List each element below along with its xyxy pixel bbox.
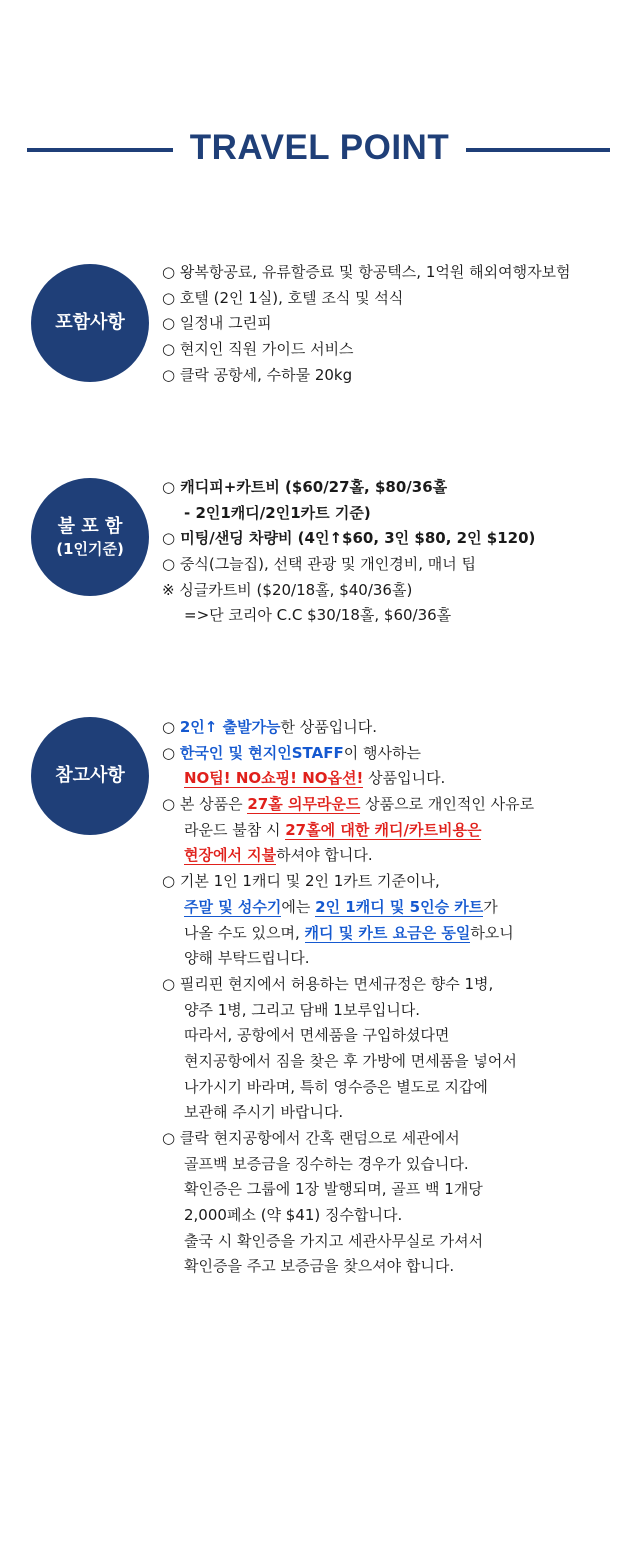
excluded-list (162, 475, 632, 629)
note-5: ○ 필리핀 현지에서 허용하는 면세규정은 향수 1병, (162, 974, 494, 993)
red-highlight: NO팁! NO쇼핑! NO옵션! (184, 769, 364, 788)
list-item: ○ 호텔 (2인 1실), 호텔 조식 및 석식 (162, 288, 404, 307)
note-text: 에는 (281, 897, 316, 916)
note-text: 나올 수도 있으며, (184, 923, 305, 942)
highlight-text: 한국인 및 현지인STAFF (179, 743, 344, 762)
list-item: ○ 캐디피+카트비 ($60/27홀, $80/36홀 (162, 478, 448, 496)
included-label: 포함사항 (55, 312, 125, 333)
note-5-cont: 양주 1병, 그리고 담배 1보루입니다. (184, 1000, 421, 1019)
note-6-cont: 출국 시 확인증을 가지고 세관사무실로 가셔서 (184, 1231, 484, 1250)
list-item: ※ 싱글카트비 ($20/18홀, $40/36홀) (162, 580, 413, 599)
notes-list (162, 715, 632, 1280)
blue-highlight: 캐디 및 카트 요금은 동일 (304, 923, 471, 942)
note-1 (162, 715, 632, 741)
note-6-cont: 확인증은 그룹에 1장 발행되며, 골프 백 1개당 (184, 1180, 483, 1199)
list-item: ○ 현지인 직원 가이드 서비스 (162, 340, 354, 359)
header-rule-right (466, 148, 610, 152)
note-text: 한 상품입니다. (280, 718, 378, 736)
included-badge (31, 264, 149, 382)
notes-label: 참고사항 (55, 765, 125, 786)
note-text: 이 행사하는 (343, 743, 421, 762)
list-item: ○ 클락 공항세, 수하물 20kg (162, 365, 353, 384)
note-4: ○ 기본 1인 1캐디 및 2인 1카트 기준이나, (162, 872, 440, 891)
list-item: =>단 코리아 C.C $30/18홀, $60/36홀 (184, 606, 452, 625)
note-2 (162, 741, 632, 767)
note-3-cont (162, 843, 632, 869)
excluded-label: 불 포 함 (57, 516, 123, 537)
list-item: ○ 일정내 그린피 (162, 314, 272, 333)
page-title: TRAVEL POINT (189, 128, 450, 167)
excluded-badge (31, 478, 149, 596)
list-item: ○ 왕복항공료, 유류할증료 및 항공텍스, 1억원 해외여행자보험 (162, 263, 571, 281)
note-5-cont: 따라서, 공항에서 면세품을 구입하셨다면 (184, 1026, 450, 1045)
note-text: 상품으로 개인적인 사유로 (360, 795, 535, 814)
note-6-cont: 골프백 보증금을 징수하는 경우가 있습니다. (184, 1154, 469, 1173)
note-5-cont: 보관해 주시기 바랍니다. (184, 1103, 344, 1122)
list-item: - 2인1캐디/2인1카트 기준) (184, 503, 371, 522)
note-text: 가 (483, 897, 498, 916)
notes-badge (31, 717, 149, 835)
note-text: ○ 본 상품은 (162, 795, 248, 814)
note-5-cont: 나가시기 바라며, 특히 영수증은 별도로 지갑에 (184, 1077, 488, 1096)
note-2-cont (162, 766, 632, 792)
note-6-cont: 확인증을 주고 보증금을 찾으셔야 합니다. (184, 1257, 455, 1276)
note-text: 상품입니다. (363, 769, 446, 788)
note-3 (162, 792, 632, 818)
blue-highlight: 2인 1캐디 및 5인승 카트 (315, 897, 484, 916)
bullet: ○ (162, 743, 180, 762)
travel-point-header (0, 118, 640, 178)
red-highlight: 27홀에 대한 캐디/카트비용은 (285, 820, 482, 839)
list-item: ○ 중식(그늘집), 선택 관광 및 개인경비, 매너 팁 (162, 555, 477, 574)
list-item: ○ 미팅/샌딩 차량비 (4인↑$60, 3인 $80, 2인 $120) (162, 529, 536, 548)
note-5-cont: 현지공항에서 짐을 찾은 후 가방에 면세품을 넣어서 (184, 1051, 517, 1070)
note-4-cont (162, 921, 632, 947)
note-text: 라운드 불참 시 (184, 820, 286, 839)
red-highlight: 27홀 의무라운드 (247, 795, 361, 814)
note-text: 하오니 (470, 923, 514, 942)
note-6: ○ 클락 현지공항에서 간혹 랜덤으로 세관에서 (162, 1129, 460, 1147)
note-4-cont: 양해 부탁드립니다. (184, 949, 310, 968)
included-list (162, 260, 632, 388)
blue-highlight: 주말 및 성수기 (184, 897, 282, 916)
excluded-sublabel: (1인기준) (56, 540, 124, 558)
note-4-cont (162, 895, 632, 921)
note-3-cont (162, 818, 632, 844)
note-text: 하셔야 합니다. (276, 846, 373, 865)
highlight-text: 2인↑ 출발가능 (179, 718, 281, 736)
bullet: ○ (162, 718, 180, 736)
red-highlight: 현장에서 지불 (184, 846, 277, 865)
note-6-cont: 2,000페소 (약 $41) 징수합니다. (184, 1206, 403, 1225)
header-rule-left (27, 148, 173, 152)
